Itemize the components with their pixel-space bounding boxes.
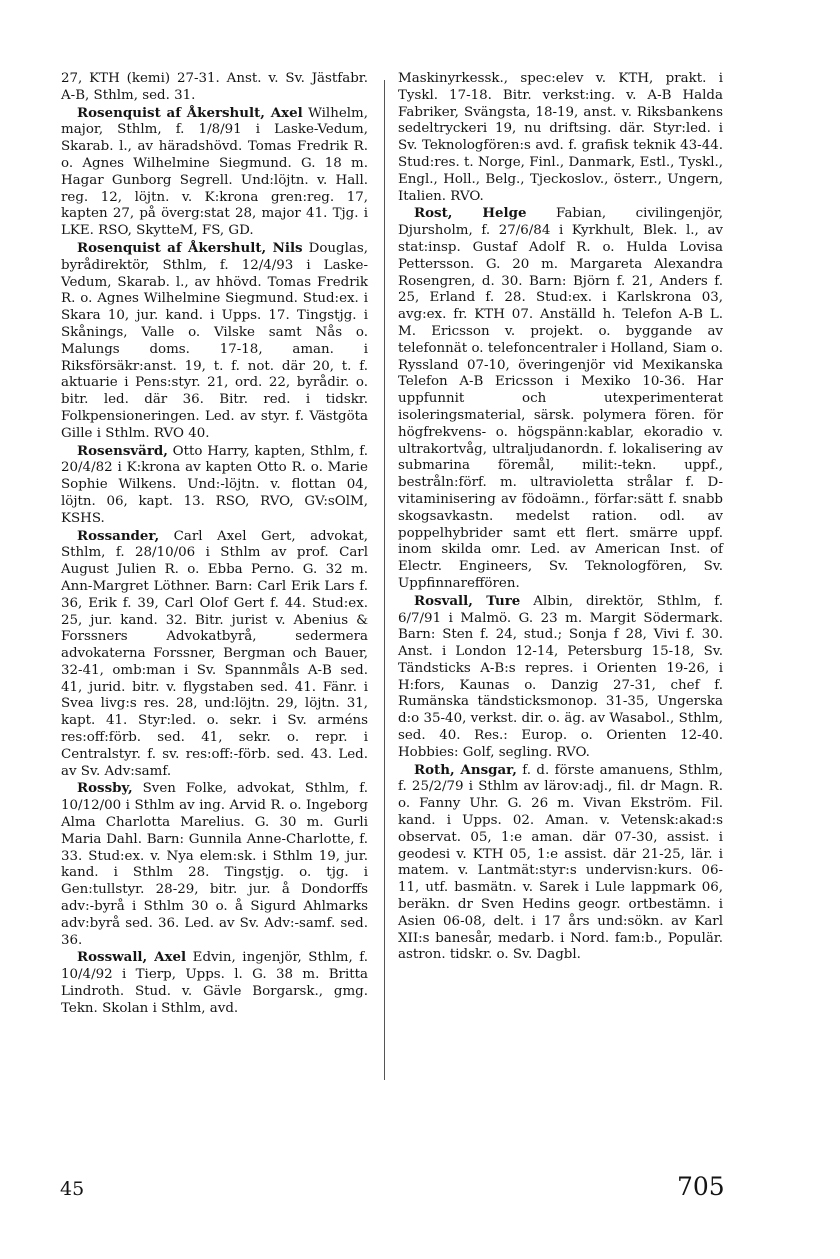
entry-text: Wilhelm, major, Sthlm, f. 1/8/91 i Laske-Vedum, Skarab. l., av häradshövd. Tomas Fredrik R. o. Agnes Wilhelmine Siegmund. G. 18 m. Hagar Gunborg Segrell. Und:löjtn. v. Hall. reg. 12, löjtn. v. K:krona gren:reg. 17, kapten 27, på överg:stat 28, major 41. Tjg. i LKE. RSO, SkytteM, FS, GD.	[61, 105, 368, 239]
page-number: 705	[677, 1172, 725, 1201]
entry-rosenquist-axel	[61, 105, 368, 240]
entry-text: Otto Harry, kapten, Sthlm, f. 20/4/82 i K:krona av kapten Otto R. o. Marie Sophie Wilkens. Und:-löjtn. v. flottan 04, löjtn. 06, kapt. 13. RSO, RVO, GV:sOlM, KSHS.	[61, 443, 368, 526]
column-divider	[384, 80, 385, 1080]
entry-continuation-left	[61, 71, 368, 105]
entry-roth	[398, 762, 723, 965]
entry-name: Rost, Helge	[414, 205, 527, 222]
entry-name: Roth, Ansgar,	[414, 761, 517, 778]
entry-text: Douglas, byrådirektör, Sthlm, f. 12/4/93 i Laske-Vedum, Skarab. l., av hhövd. Tomas Fredrik R. o. Agnes Wilhelmine Siegmund. Stud:ex. i Skara 10, jur. kand. i Upps. 17. Tingstjg. i Skånings, Valle o. Vilske samt Nås o. Malungs doms. 17-18, aman. i Riksförsäkr:anst. 19, t. f. not. där 20, t. f. aktuarie i Pens:styr. 21, ord. 22, byrådir. o. bitr. led. där 36. Bitr. red. i tidskr. Folkpensioneringen. Led. av styr. f. Västgöta Gille i Sthlm. RVO 40.	[61, 240, 368, 441]
entry-name: Rosenquist af Åkershult, Nils	[77, 239, 303, 256]
entry-name: Rosensvärd,	[77, 442, 168, 459]
entry-name: Rosswall, Axel	[77, 949, 187, 966]
entry-rost	[398, 205, 723, 592]
entry-name: Rossby,	[77, 780, 133, 797]
entry-name: Rosvall, Ture	[414, 592, 521, 609]
entry-text: Carl Axel Gert, advokat, Sthlm, f. 28/10/06 i Sthlm av prof. Carl August Julien R. o. Ebba Perno. G. 32 m. Ann-Margret Löthner. Barn: Carl Erik Lars f. 36, Erik f. 39, Carl Olof Gert f. 44. Stud:ex. 25, jur. kand. 32. Bitr. jurist v. Abenius & Forssners Advokatbyrå, sedermera advokaterna Forssner, Bergman och Bauer, 32-41, omb:man i Sv. Spannmåls A-B sed. 41, jurid. bitr. v. flygstaben sed. 41. Fänr. i Svea livg:s res. 28, und:löjtn. 29, löjtn. 31, kapt. 41. Styr:led. o. sekr. i Sv. arméns res:off:förb. sed. 41, sekr. o. repr. i Centralstyr. f. sv. res:off:-förb. sed. 43. Led. av Sv. Adv:samf.	[61, 528, 368, 779]
signature-mark: 45	[60, 1178, 85, 1200]
entry-continuation-right	[398, 71, 723, 205]
entry-rosvall	[398, 593, 723, 762]
entry-text: Sven Folke, advokat, Sthlm, f. 10/12/00 i Sthlm av ing. Arvid R. o. Ingeborg Alma Charlotta Marelius. G. 30 m. Gurli Maria Dahl. Barn: Gunnila Anne-Charlotte, f. 33. Stud:ex. v. Nya elem:sk. i Sthlm 19, jur. kand. i Sthlm 28. Tingstjg. o. tjg. i Gen:tullstyr. 28-29, bitr. jur. å Dondorffs adv:-byrå i Sthlm 30 o. å Sigurd Ahlmarks adv:byrå sed. 36. Led. av Sv. Adv:-samf. sed. 36.	[61, 781, 368, 948]
entry-text: Fabian, civilingenjör, Djursholm, f. 27/6/84 i Kyrkhult, Blek. l., av stat:insp. Gustaf Adolf R. o. Hulda Lovisa Pettersson. G. 20 m. Margareta Alexandra Rosengren, d. 30. Barn: Björn f. 21, Anders f. 25, Erland f. 28. Stud:ex. i Karlskrona 03, avg:ex. fr. KTH 07. Anställd h. Telefon A-B L. M. Ericsson v. projekt. o. byggande av telefonnät o. telefoncentraler i Holland, Siam o. Ryssland 07-10, överingenjör vid Mexikanska Telefon A-B Ericsson i Mexiko 10-36. Har uppfunnit och utexperimenterat isoleringsmaterial, särsk. polymera fören. för högfrekvens- o. högspänn:kablar, ekoradio v. ultrakortvåg, ultraljudanordn. f. lokalisering av submarina föremål, milit:-tekn. uppf., bestråln:förf. m. ultravioletta strålar f. D-vitaminisering av födoämn., förfar:sätt f. snabb skogsavkastn. medelst ration. odl. av poppelhybrider samt ett flert. smärre uppf. inom skilda omr. Led. av American Inst. of Electr. Engineers, Sv. Teknologfören, Sv. Uppfinnareffören.	[398, 206, 724, 591]
entry-text: 27, KTH (kemi) 27-31. Anst. v. Sv. Jästfabr. A-B, Sthlm, sed. 31.	[61, 71, 368, 103]
right-column	[398, 71, 723, 964]
entry-name: Rosenquist af Åkershult, Axel	[77, 104, 303, 121]
entry-text: Edvin, ingenjör, Sthlm, f. 10/4/92 i Tierp, Upps. l. G. 38 m. Britta Lindroth. Stud. v. Gävle Borgarsk., gmg. Tekn. Skolan i Sthlm, avd.	[61, 950, 368, 1016]
entry-rosenquist-nils	[61, 240, 368, 443]
entry-rossander	[61, 528, 368, 781]
entry-rosswall	[61, 949, 368, 1017]
entry-rossby	[61, 780, 368, 949]
left-column	[61, 71, 368, 1018]
entry-text: Maskinyrkessk., spec:elev v. KTH, prakt. i Tyskl. 17-18. Bitr. verkst:ing. v. A-B Halda Fabriker, Svängsta, 18-19, anst. v. Riksbankens sedeltryckeri 19, nu driftsing. där. Styr:led. i Sv. Teknologfören:s avd. f. grafisk teknik 43-44. Stud:res. t. Norge, Finl., Danmark, Estl., Tyskl., Engl., Holl., Belg., Tjeckoslov., österr., Ungern, Italien. RVO.	[398, 71, 723, 204]
entry-text: Albin, direktör, Sthlm, f. 6/7/91 i Malmö. G. 23 m. Margit Södermark. Barn: Sten f. 24, stud.; Sonja f 28, Vivi f. 30. Anst. i London 12-14, Petersburg 15-18, Sv. Tändsticks A-B:s repres. i Orienten 19-26, i H:fors, Kaunas o. Danzig 27-31, chef f. Rumänska tändsticksmonop. 31-35, Ungerska d:o 35-40, verkst. dir. o. äg. av Wasabol., Sthlm, sed. 40. Res.: Europ. o. Orienten 12-40. Hobbies: Golf, segling. RVO.	[398, 593, 723, 760]
entry-name: Rossander,	[77, 527, 160, 544]
entry-rosensvard	[61, 443, 368, 528]
entry-text: f. d. förste amanuens, Sthlm, f. 25/2/79 i Sthlm av lärov:adj., fil. dr Magn. R. o. Fanny Uhr. G. 26 m. Vivan Ekström. Fil. kand. i Upps. 02. Aman. v. Vetensk:akad:s observat. 05, 1:e aman. där 07-30, assist. i geodesi v. KTH 05, 1:e assist. där 21-25, lär. i matem. v. Lantmät:styr:s undervisn:kurs. 06-11, utf. basmätn. v. Sarek i Lule lappmark 06, beräkn. dr Sven Hedins geogr. ortbestämn. i Asien 06-08, delt. i 17 års und:sökn. av Karl XII:s banesår, medarb. i Nord. fam:b., Populär. astron. tidskr. o. Sv. Dagbl.	[398, 762, 724, 963]
